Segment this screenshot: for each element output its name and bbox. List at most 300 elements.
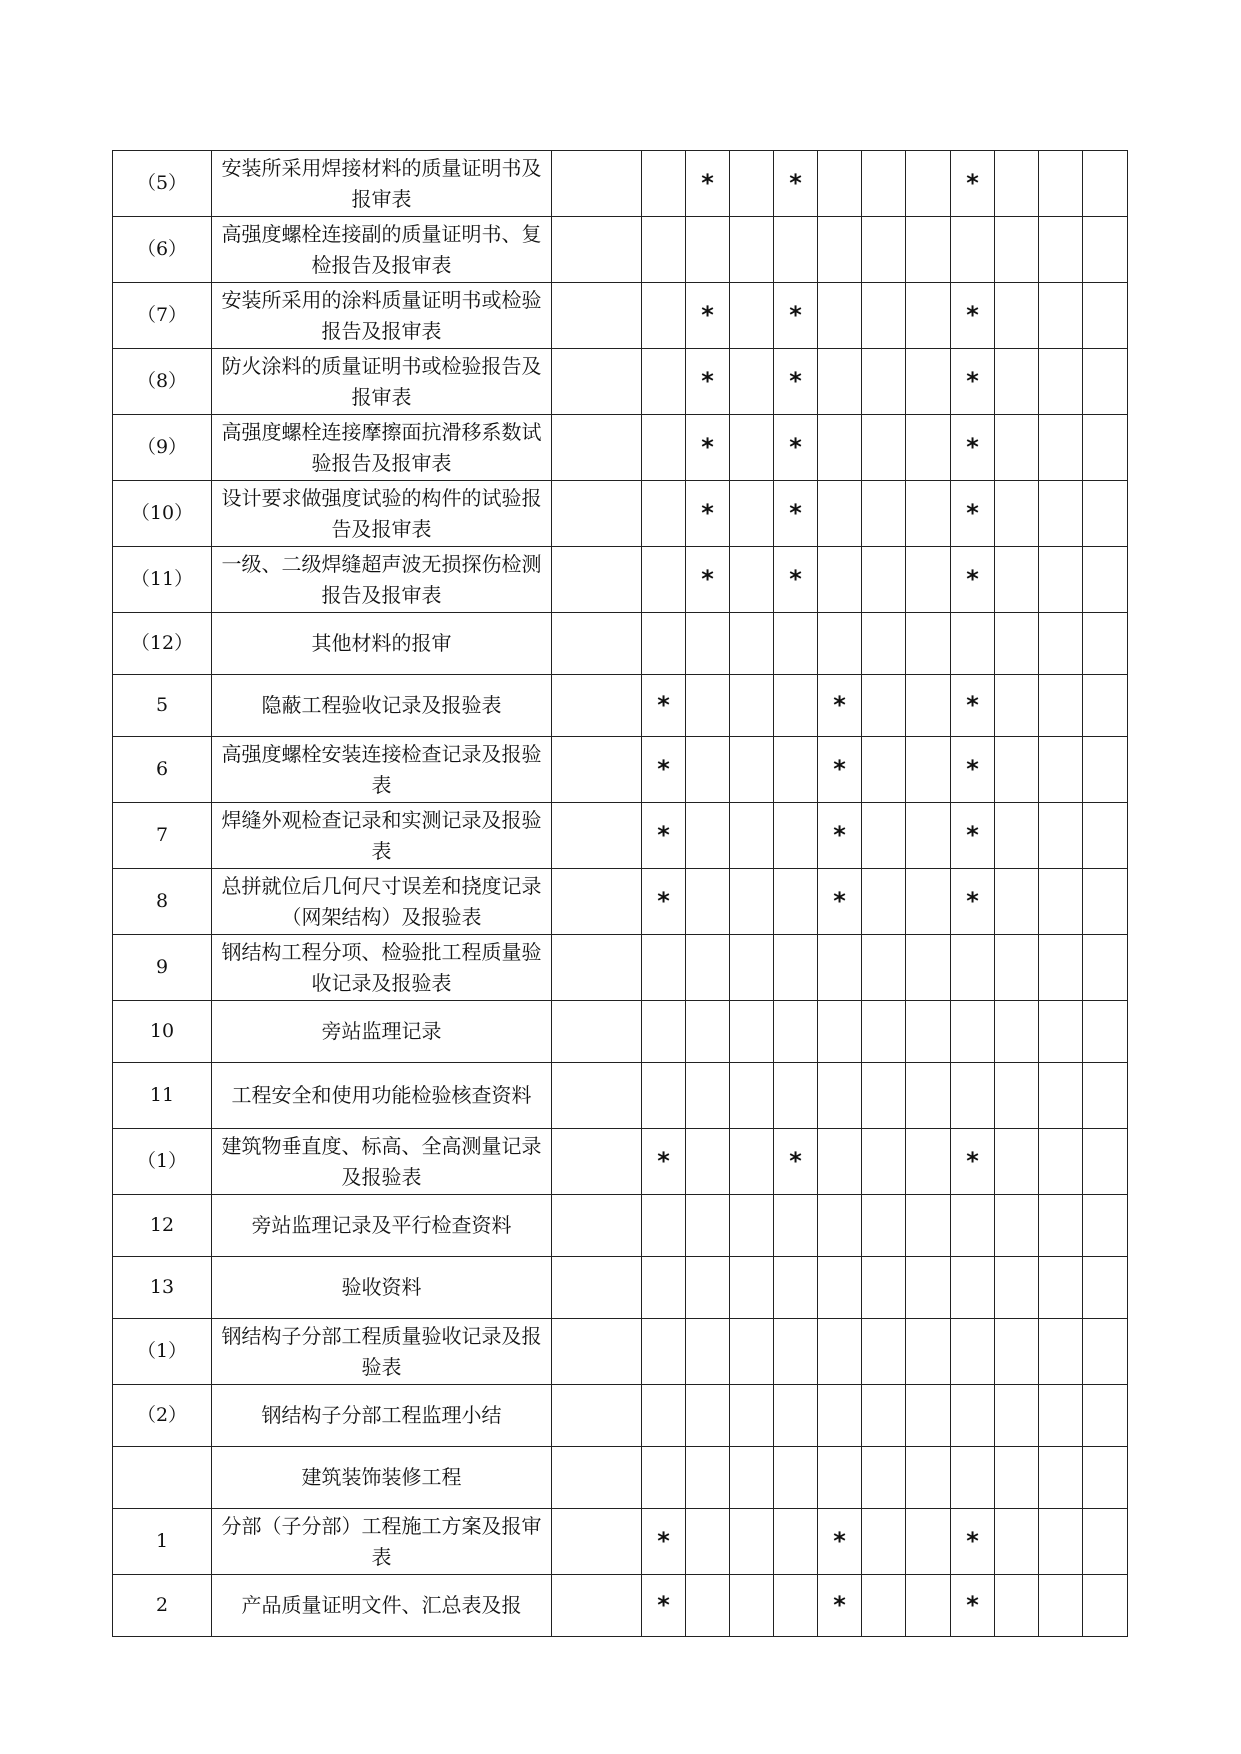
empty-cell xyxy=(730,1509,774,1575)
row-item-text: 工程安全和使用功能检验核查资料 xyxy=(212,1063,552,1129)
empty-cell xyxy=(686,869,730,935)
row-item-text: 隐蔽工程验收记录及报验表 xyxy=(212,675,552,737)
table-row xyxy=(113,803,1128,869)
empty-cell xyxy=(1039,1319,1083,1385)
empty-cell xyxy=(552,1063,642,1129)
empty-cell xyxy=(862,1129,906,1195)
row-number: 7 xyxy=(113,803,212,869)
empty-cell xyxy=(862,1001,906,1063)
asterisk-mark: * xyxy=(642,1509,686,1575)
row-item-text: 高强度螺栓连接副的质量证明书、复检报告及报审表 xyxy=(212,217,552,283)
empty-cell xyxy=(1083,1509,1128,1575)
empty-cell xyxy=(730,481,774,547)
empty-cell xyxy=(906,217,951,283)
empty-cell xyxy=(995,935,1039,1001)
empty-cell xyxy=(730,1257,774,1319)
row-number: （10） xyxy=(113,481,212,547)
empty-cell xyxy=(774,613,818,675)
empty-cell xyxy=(906,349,951,415)
row-item-text: 焊缝外观检查记录和实测记录及报验表 xyxy=(212,803,552,869)
empty-cell xyxy=(730,349,774,415)
empty-cell xyxy=(552,415,642,481)
empty-cell xyxy=(642,349,686,415)
empty-cell xyxy=(818,613,862,675)
table-row xyxy=(113,1509,1128,1575)
empty-cell xyxy=(730,283,774,349)
empty-cell xyxy=(642,1063,686,1129)
empty-cell xyxy=(862,803,906,869)
empty-cell xyxy=(906,803,951,869)
empty-cell xyxy=(906,1447,951,1509)
empty-cell xyxy=(1083,1129,1128,1195)
empty-cell xyxy=(686,935,730,1001)
asterisk-mark: * xyxy=(642,1129,686,1195)
empty-cell xyxy=(906,1575,951,1637)
empty-cell xyxy=(995,803,1039,869)
asterisk-mark: * xyxy=(642,737,686,803)
empty-cell xyxy=(642,1447,686,1509)
document-table xyxy=(112,150,1128,1637)
asterisk-mark: * xyxy=(686,481,730,547)
asterisk-mark: * xyxy=(951,349,995,415)
row-number xyxy=(113,1447,212,1509)
empty-cell xyxy=(818,481,862,547)
empty-cell xyxy=(552,1129,642,1195)
empty-cell xyxy=(862,1447,906,1509)
empty-cell xyxy=(1039,1257,1083,1319)
empty-cell xyxy=(686,1257,730,1319)
empty-cell xyxy=(995,1319,1039,1385)
table-row xyxy=(113,283,1128,349)
row-item-text: 建筑装饰装修工程 xyxy=(212,1447,552,1509)
empty-cell xyxy=(552,349,642,415)
asterisk-mark: * xyxy=(818,869,862,935)
empty-cell xyxy=(1083,1319,1128,1385)
row-item-text: 分部（子分部）工程施工方案及报审表 xyxy=(212,1509,552,1575)
empty-cell xyxy=(906,1509,951,1575)
empty-cell xyxy=(862,1509,906,1575)
row-item-text: 建筑物垂直度、标高、全高测量记录及报验表 xyxy=(212,1129,552,1195)
empty-cell xyxy=(906,1195,951,1257)
empty-cell xyxy=(1083,1447,1128,1509)
empty-cell xyxy=(1039,869,1083,935)
empty-cell xyxy=(686,1447,730,1509)
empty-cell xyxy=(1083,803,1128,869)
asterisk-mark: * xyxy=(774,151,818,217)
empty-cell xyxy=(862,1575,906,1637)
row-number: 2 xyxy=(113,1575,212,1637)
empty-cell xyxy=(995,1575,1039,1637)
empty-cell xyxy=(642,547,686,613)
table-row xyxy=(113,675,1128,737)
table-row xyxy=(113,1575,1128,1637)
asterisk-mark: * xyxy=(818,737,862,803)
empty-cell xyxy=(774,1257,818,1319)
asterisk-mark: * xyxy=(951,481,995,547)
table-row xyxy=(113,547,1128,613)
empty-cell xyxy=(906,547,951,613)
empty-cell xyxy=(906,737,951,803)
empty-cell xyxy=(995,737,1039,803)
empty-cell xyxy=(1083,547,1128,613)
row-number: （9） xyxy=(113,415,212,481)
empty-cell xyxy=(730,935,774,1001)
empty-cell xyxy=(642,481,686,547)
empty-cell xyxy=(906,1257,951,1319)
empty-cell xyxy=(730,675,774,737)
empty-cell xyxy=(730,151,774,217)
empty-cell xyxy=(818,1063,862,1129)
empty-cell xyxy=(818,1001,862,1063)
asterisk-mark: * xyxy=(686,349,730,415)
empty-cell xyxy=(774,1385,818,1447)
empty-cell xyxy=(1083,1195,1128,1257)
empty-cell xyxy=(552,1509,642,1575)
empty-cell xyxy=(951,217,995,283)
row-item-text: 其他材料的报审 xyxy=(212,613,552,675)
empty-cell xyxy=(862,935,906,1001)
empty-cell xyxy=(552,803,642,869)
empty-cell xyxy=(995,1385,1039,1447)
empty-cell xyxy=(906,675,951,737)
table-row xyxy=(113,481,1128,547)
row-item-text: 高强度螺栓连接摩擦面抗滑移系数试验报告及报审表 xyxy=(212,415,552,481)
empty-cell xyxy=(951,1001,995,1063)
empty-cell xyxy=(552,1447,642,1509)
asterisk-mark: * xyxy=(951,1509,995,1575)
row-number: （6） xyxy=(113,217,212,283)
empty-cell xyxy=(1039,935,1083,1001)
row-item-text: 安装所采用的涂料质量证明书或检验报告及报审表 xyxy=(212,283,552,349)
empty-cell xyxy=(774,1447,818,1509)
empty-cell xyxy=(951,1195,995,1257)
empty-cell xyxy=(906,613,951,675)
empty-cell xyxy=(995,415,1039,481)
empty-cell xyxy=(686,1195,730,1257)
row-number: 11 xyxy=(113,1063,212,1129)
row-number: 6 xyxy=(113,737,212,803)
empty-cell xyxy=(862,737,906,803)
empty-cell xyxy=(818,547,862,613)
empty-cell xyxy=(730,613,774,675)
empty-cell xyxy=(906,1319,951,1385)
row-number: （11） xyxy=(113,547,212,613)
row-item-text: 钢结构工程分项、检验批工程质量验收记录及报验表 xyxy=(212,935,552,1001)
table-row xyxy=(113,613,1128,675)
empty-cell xyxy=(1039,675,1083,737)
empty-cell xyxy=(730,415,774,481)
asterisk-mark: * xyxy=(951,737,995,803)
empty-cell xyxy=(995,217,1039,283)
empty-cell xyxy=(1039,1385,1083,1447)
empty-cell xyxy=(552,935,642,1001)
empty-cell xyxy=(686,1319,730,1385)
empty-cell xyxy=(552,1001,642,1063)
empty-cell xyxy=(862,1063,906,1129)
empty-cell xyxy=(730,1575,774,1637)
empty-cell xyxy=(642,217,686,283)
asterisk-mark: * xyxy=(774,349,818,415)
row-number: 8 xyxy=(113,869,212,935)
asterisk-mark: * xyxy=(951,1575,995,1637)
empty-cell xyxy=(774,675,818,737)
empty-cell xyxy=(951,1447,995,1509)
empty-cell xyxy=(730,869,774,935)
asterisk-mark: * xyxy=(951,151,995,217)
empty-cell xyxy=(995,1195,1039,1257)
empty-cell xyxy=(951,1063,995,1129)
empty-cell xyxy=(818,217,862,283)
empty-cell xyxy=(995,1001,1039,1063)
empty-cell xyxy=(1083,1575,1128,1637)
empty-cell xyxy=(1039,547,1083,613)
row-number: （7） xyxy=(113,283,212,349)
empty-cell xyxy=(995,547,1039,613)
row-number: 1 xyxy=(113,1509,212,1575)
table-row xyxy=(113,1001,1128,1063)
empty-cell xyxy=(642,1001,686,1063)
empty-cell xyxy=(1039,151,1083,217)
table-row xyxy=(113,1195,1128,1257)
table-row xyxy=(113,151,1128,217)
empty-cell xyxy=(552,151,642,217)
empty-cell xyxy=(774,1509,818,1575)
empty-cell xyxy=(1083,935,1128,1001)
empty-cell xyxy=(1039,1063,1083,1129)
empty-cell xyxy=(642,1319,686,1385)
empty-cell xyxy=(862,1319,906,1385)
empty-cell xyxy=(686,1063,730,1129)
empty-cell xyxy=(552,481,642,547)
asterisk-mark: * xyxy=(818,675,862,737)
row-number: （1） xyxy=(113,1129,212,1195)
row-item-text: 总拼就位后几何尺寸误差和挠度记录（网架结构）及报验表 xyxy=(212,869,552,935)
empty-cell xyxy=(862,869,906,935)
empty-cell xyxy=(552,869,642,935)
empty-cell xyxy=(642,151,686,217)
empty-cell xyxy=(995,675,1039,737)
empty-cell xyxy=(730,1319,774,1385)
row-number: （1） xyxy=(113,1319,212,1385)
empty-cell xyxy=(1083,1001,1128,1063)
empty-cell xyxy=(686,1001,730,1063)
table-row xyxy=(113,1447,1128,1509)
empty-cell xyxy=(1039,1129,1083,1195)
row-item-text: 产品质量证明文件、汇总表及报 xyxy=(212,1575,552,1637)
empty-cell xyxy=(818,1257,862,1319)
empty-cell xyxy=(686,675,730,737)
empty-cell xyxy=(686,613,730,675)
empty-cell xyxy=(642,415,686,481)
empty-cell xyxy=(686,1509,730,1575)
empty-cell xyxy=(1039,1195,1083,1257)
empty-cell xyxy=(774,217,818,283)
empty-cell xyxy=(862,1195,906,1257)
empty-cell xyxy=(1083,675,1128,737)
empty-cell xyxy=(818,1195,862,1257)
empty-cell xyxy=(862,613,906,675)
empty-cell xyxy=(730,217,774,283)
empty-cell xyxy=(774,869,818,935)
empty-cell xyxy=(906,1385,951,1447)
empty-cell xyxy=(1083,869,1128,935)
empty-cell xyxy=(995,1257,1039,1319)
empty-cell xyxy=(774,1575,818,1637)
empty-cell xyxy=(1039,283,1083,349)
empty-cell xyxy=(818,151,862,217)
empty-cell xyxy=(774,737,818,803)
empty-cell xyxy=(818,935,862,1001)
row-item-text: 一级、二级焊缝超声波无损探伤检测报告及报审表 xyxy=(212,547,552,613)
empty-cell xyxy=(774,803,818,869)
empty-cell xyxy=(906,151,951,217)
asterisk-mark: * xyxy=(686,415,730,481)
empty-cell xyxy=(862,1385,906,1447)
empty-cell xyxy=(818,415,862,481)
table-row xyxy=(113,1257,1128,1319)
asterisk-mark: * xyxy=(642,803,686,869)
empty-cell xyxy=(1083,481,1128,547)
asterisk-mark: * xyxy=(951,283,995,349)
empty-cell xyxy=(1039,737,1083,803)
table-row xyxy=(113,349,1128,415)
empty-cell xyxy=(730,1447,774,1509)
empty-cell xyxy=(686,1575,730,1637)
empty-cell xyxy=(862,349,906,415)
empty-cell xyxy=(862,283,906,349)
empty-cell xyxy=(730,547,774,613)
empty-cell xyxy=(906,283,951,349)
empty-cell xyxy=(1039,1447,1083,1509)
empty-cell xyxy=(862,217,906,283)
empty-cell xyxy=(1083,613,1128,675)
empty-cell xyxy=(906,1129,951,1195)
empty-cell xyxy=(686,1129,730,1195)
empty-cell xyxy=(862,1257,906,1319)
asterisk-mark: * xyxy=(642,1575,686,1637)
empty-cell xyxy=(552,737,642,803)
empty-cell xyxy=(1039,803,1083,869)
row-number: 13 xyxy=(113,1257,212,1319)
empty-cell xyxy=(1039,481,1083,547)
empty-cell xyxy=(686,803,730,869)
empty-cell xyxy=(1039,415,1083,481)
empty-cell xyxy=(730,1129,774,1195)
row-item-text: 高强度螺栓安装连接检查记录及报验表 xyxy=(212,737,552,803)
row-item-text: 钢结构子分部工程质量验收记录及报验表 xyxy=(212,1319,552,1385)
empty-cell xyxy=(951,1257,995,1319)
empty-cell xyxy=(552,1319,642,1385)
empty-cell xyxy=(642,1385,686,1447)
row-number: （12） xyxy=(113,613,212,675)
table-row xyxy=(113,737,1128,803)
empty-cell xyxy=(995,349,1039,415)
table-row xyxy=(113,1129,1128,1195)
empty-cell xyxy=(995,869,1039,935)
row-item-text: 验收资料 xyxy=(212,1257,552,1319)
asterisk-mark: * xyxy=(774,481,818,547)
asterisk-mark: * xyxy=(951,415,995,481)
row-item-text: 安装所采用焊接材料的质量证明书及报审表 xyxy=(212,151,552,217)
empty-cell xyxy=(642,283,686,349)
empty-cell xyxy=(906,481,951,547)
empty-cell xyxy=(552,283,642,349)
empty-cell xyxy=(906,935,951,1001)
empty-cell xyxy=(730,1063,774,1129)
empty-cell xyxy=(774,1001,818,1063)
empty-cell xyxy=(995,1129,1039,1195)
empty-cell xyxy=(951,935,995,1001)
empty-cell xyxy=(552,1195,642,1257)
asterisk-mark: * xyxy=(774,415,818,481)
table-row xyxy=(113,217,1128,283)
asterisk-mark: * xyxy=(818,1509,862,1575)
empty-cell xyxy=(818,1447,862,1509)
asterisk-mark: * xyxy=(774,547,818,613)
empty-cell xyxy=(906,415,951,481)
row-item-text: 旁站监理记录 xyxy=(212,1001,552,1063)
empty-cell xyxy=(906,1001,951,1063)
row-number: （5） xyxy=(113,151,212,217)
table-row xyxy=(113,415,1128,481)
asterisk-mark: * xyxy=(686,283,730,349)
asterisk-mark: * xyxy=(951,675,995,737)
asterisk-mark: * xyxy=(951,869,995,935)
table-row xyxy=(113,869,1128,935)
empty-cell xyxy=(642,613,686,675)
empty-cell xyxy=(730,1001,774,1063)
empty-cell xyxy=(1039,1575,1083,1637)
table-row xyxy=(113,1319,1128,1385)
row-number: 10 xyxy=(113,1001,212,1063)
empty-cell xyxy=(552,1385,642,1447)
empty-cell xyxy=(642,935,686,1001)
row-number: 5 xyxy=(113,675,212,737)
empty-cell xyxy=(862,415,906,481)
empty-cell xyxy=(552,1575,642,1637)
empty-cell xyxy=(818,1319,862,1385)
row-number: （8） xyxy=(113,349,212,415)
empty-cell xyxy=(862,481,906,547)
empty-cell xyxy=(862,151,906,217)
empty-cell xyxy=(818,349,862,415)
table-row xyxy=(113,1385,1128,1447)
row-item-text: 防火涂料的质量证明书或检验报告及报审表 xyxy=(212,349,552,415)
empty-cell xyxy=(995,283,1039,349)
empty-cell xyxy=(995,1063,1039,1129)
empty-cell xyxy=(1083,151,1128,217)
empty-cell xyxy=(552,613,642,675)
empty-cell xyxy=(818,1129,862,1195)
empty-cell xyxy=(1083,1385,1128,1447)
empty-cell xyxy=(552,547,642,613)
empty-cell xyxy=(1083,217,1128,283)
empty-cell xyxy=(730,1195,774,1257)
empty-cell xyxy=(818,1385,862,1447)
empty-cell xyxy=(686,217,730,283)
asterisk-mark: * xyxy=(951,803,995,869)
empty-cell xyxy=(774,935,818,1001)
empty-cell xyxy=(1083,349,1128,415)
empty-cell xyxy=(951,1385,995,1447)
empty-cell xyxy=(1039,349,1083,415)
empty-cell xyxy=(1083,1063,1128,1129)
empty-cell xyxy=(995,613,1039,675)
row-number: （2） xyxy=(113,1385,212,1447)
empty-cell xyxy=(1039,1001,1083,1063)
empty-cell xyxy=(642,1195,686,1257)
asterisk-mark: * xyxy=(774,283,818,349)
